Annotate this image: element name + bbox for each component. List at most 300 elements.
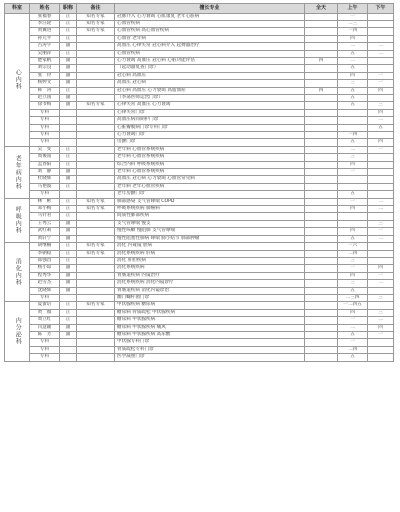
morning-cell: 五 bbox=[338, 331, 368, 338]
afternoon-cell: 二 bbox=[368, 43, 394, 50]
afternoon-cell: 一 bbox=[368, 272, 394, 279]
title-cell: 正 bbox=[60, 302, 77, 309]
note-cell bbox=[77, 35, 115, 42]
afternoon-cell bbox=[368, 339, 394, 346]
afternoon-cell: 二 bbox=[368, 198, 394, 205]
morning-cell: 三 bbox=[338, 154, 368, 161]
note-cell bbox=[77, 309, 115, 316]
doctor-name-cell: 马针君 bbox=[30, 213, 60, 220]
doctor-name-cell: 专科 bbox=[30, 109, 60, 116]
morning-cell: 五 bbox=[338, 65, 368, 72]
title-cell: 正 bbox=[60, 198, 77, 205]
specialty-cell: 老年病 老年心血管疾病 bbox=[115, 183, 305, 190]
full-day-cell bbox=[305, 220, 338, 227]
table-row bbox=[5, 28, 394, 35]
title-cell: 副 bbox=[60, 272, 77, 279]
title-cell bbox=[60, 124, 77, 131]
full-day-cell bbox=[305, 324, 338, 331]
note-cell: 知名专家 bbox=[77, 243, 115, 250]
specialty-cell: 心力衰竭 高血压 冠心病 心脏功能评估 bbox=[115, 57, 305, 64]
table-row bbox=[5, 57, 394, 64]
table-row bbox=[5, 191, 394, 198]
title-cell: 副 bbox=[60, 324, 77, 331]
full-day-cell bbox=[305, 309, 338, 316]
note-cell bbox=[77, 272, 115, 279]
morning-cell: 一二四五 bbox=[338, 302, 368, 309]
full-day-cell bbox=[305, 317, 338, 324]
afternoon-cell bbox=[368, 354, 394, 361]
specialty-cell: 高血压 冠心病 bbox=[115, 80, 305, 87]
note-cell bbox=[77, 220, 115, 227]
specialty-cell: （李荡医师运营门诊） bbox=[115, 94, 305, 101]
doctor-name-cell: 专科 bbox=[30, 346, 60, 353]
morning-cell: 五 bbox=[338, 94, 368, 101]
afternoon-cell: 四 bbox=[368, 324, 394, 331]
doctor-name-cell: 专科 bbox=[30, 117, 60, 124]
table-row bbox=[5, 87, 394, 94]
table-row bbox=[5, 13, 394, 20]
note-cell bbox=[77, 235, 115, 242]
afternoon-cell bbox=[368, 132, 394, 139]
title-cell: 正 bbox=[60, 154, 77, 161]
doctor-name-cell: 专科 bbox=[30, 354, 60, 361]
full-day-cell bbox=[305, 354, 338, 361]
title-cell: 副 bbox=[60, 169, 77, 176]
note-cell bbox=[77, 191, 115, 198]
title-cell: 副 bbox=[60, 287, 77, 294]
doctor-name-cell: 闫慧颖 bbox=[30, 324, 60, 331]
note-cell: 知名专家 bbox=[77, 198, 115, 205]
afternoon-cell: 二 bbox=[368, 50, 394, 57]
afternoon-cell bbox=[368, 213, 394, 220]
table-row bbox=[5, 213, 394, 220]
specialty-cell: 甲状腺专科门诊 bbox=[115, 339, 305, 346]
morning-cell: 四 bbox=[338, 228, 368, 235]
doctor-name-cell: 徐爷梅 bbox=[30, 102, 60, 109]
title-cell: 正 bbox=[60, 35, 77, 42]
title-cell bbox=[60, 354, 77, 361]
specialty-cell: 高血压 心律失常 冠心病介入 起搏器治疗 bbox=[115, 43, 305, 50]
afternoon-cell bbox=[368, 257, 394, 264]
full-day-cell bbox=[305, 206, 338, 213]
morning-cell bbox=[338, 220, 368, 227]
note-cell bbox=[77, 354, 115, 361]
note-cell bbox=[77, 331, 115, 338]
specialty-cell: 心脏瓣膜病门诊专科门诊 bbox=[115, 124, 305, 131]
full-day-cell bbox=[305, 235, 338, 242]
afternoon-cell bbox=[368, 176, 394, 183]
schedule-document bbox=[4, 3, 393, 362]
afternoon-cell: 一 bbox=[368, 80, 394, 87]
table-row bbox=[5, 169, 394, 176]
note-cell bbox=[77, 65, 115, 72]
header-row bbox=[5, 4, 394, 14]
full-day-cell bbox=[305, 265, 338, 272]
doctor-name-cell: 专科 bbox=[30, 139, 60, 146]
morning-cell: 四 bbox=[338, 309, 368, 316]
table-row bbox=[5, 257, 394, 264]
table-row bbox=[5, 176, 394, 183]
table-row bbox=[5, 228, 394, 235]
afternoon-cell bbox=[368, 94, 394, 101]
table-row bbox=[5, 354, 394, 361]
full-day-cell bbox=[305, 102, 338, 109]
afternoon-cell: 三 bbox=[368, 294, 394, 301]
full-day-cell bbox=[305, 302, 338, 309]
note-cell bbox=[77, 287, 115, 294]
table-row bbox=[5, 65, 394, 72]
specialty-cell: 糖尿病 甲状腺疾病 痛风 bbox=[115, 324, 305, 331]
title-cell: 副 bbox=[60, 265, 77, 272]
afternoon-cell: 二 bbox=[368, 206, 394, 213]
header-cell: 职称 bbox=[60, 4, 77, 14]
specialty-cell: 消化 内窥镜 胆病 bbox=[115, 243, 305, 250]
title-cell: 正 bbox=[60, 213, 77, 220]
note-cell: 知名专家 bbox=[77, 302, 115, 309]
title-cell: 副 bbox=[60, 235, 77, 242]
morning-cell: 五 bbox=[338, 354, 368, 361]
note-cell bbox=[77, 257, 115, 264]
afternoon-cell: 三 bbox=[368, 220, 394, 227]
doctor-name-cell: 王秀云 bbox=[30, 220, 60, 227]
doctor-name-cell: 武红莉 bbox=[30, 228, 60, 235]
morning-cell: 一 bbox=[338, 339, 368, 346]
table-row bbox=[5, 198, 394, 205]
note-cell bbox=[77, 317, 115, 324]
full-day-cell bbox=[305, 346, 338, 353]
title-cell bbox=[60, 132, 77, 139]
note-cell bbox=[77, 294, 115, 301]
table-row bbox=[5, 294, 394, 301]
morning-cell: 四 bbox=[338, 72, 368, 79]
specialty-cell: 糖尿病 骨质疏松 甲状腺疾病 bbox=[115, 309, 305, 316]
table-row bbox=[5, 235, 394, 242]
doctor-name-cell: 赵雪杰 bbox=[30, 280, 60, 287]
note-cell bbox=[77, 169, 115, 176]
doctor-name-cell: 周立红 bbox=[30, 317, 60, 324]
note-cell: 知名专家 bbox=[77, 102, 115, 109]
full-day-cell bbox=[305, 294, 338, 301]
doctor-name-cell: 吴丽萍 bbox=[30, 50, 60, 57]
specialty-cell: 慢性阻塞性肺病 哮喘 肺小结节 肺部肿瘤 bbox=[115, 235, 305, 242]
specialty-cell: 心血管疾病 bbox=[115, 50, 305, 57]
title-cell: 正 bbox=[60, 161, 77, 168]
table-row bbox=[5, 206, 394, 213]
morning-cell bbox=[338, 124, 368, 131]
doctor-name-cell: 专科 bbox=[30, 339, 60, 346]
afternoon-cell bbox=[368, 250, 394, 257]
note-cell: 知名专家 bbox=[77, 250, 115, 257]
note-cell bbox=[77, 109, 115, 116]
morning-cell: 一 bbox=[338, 317, 368, 324]
full-day-cell bbox=[305, 132, 338, 139]
morning-cell: 一 bbox=[338, 13, 368, 20]
afternoon-cell bbox=[368, 20, 394, 27]
note-cell bbox=[77, 139, 115, 146]
afternoon-cell: 四 bbox=[368, 87, 394, 94]
afternoon-cell bbox=[368, 161, 394, 168]
header-cell: 科室 bbox=[5, 4, 30, 14]
specialty-cell: 心血管 老年病 bbox=[115, 35, 305, 42]
afternoon-cell: 一 bbox=[368, 146, 394, 153]
title-cell bbox=[60, 139, 77, 146]
afternoon-cell bbox=[368, 35, 394, 42]
afternoon-cell: 二 bbox=[368, 235, 394, 242]
table-row bbox=[5, 287, 394, 294]
morning-cell: 三 bbox=[338, 80, 368, 87]
specialty-cell: 房颤门诊 bbox=[115, 139, 305, 146]
morning-cell: 二 bbox=[338, 146, 368, 153]
title-cell: 副 bbox=[60, 331, 77, 338]
afternoon-cell: 二 bbox=[368, 280, 394, 287]
title-cell: 正 bbox=[60, 87, 77, 94]
doctor-name-cell: 张福春 bbox=[30, 13, 60, 20]
doctor-name-cell: 刘 静 bbox=[30, 169, 60, 176]
full-day-cell bbox=[305, 154, 338, 161]
specialty-cell: 甲状腺疾病 糖尿病 bbox=[115, 302, 305, 309]
morning-cell bbox=[338, 117, 368, 124]
full-day-cell bbox=[305, 109, 338, 116]
doctor-name-cell: 楚家帆 bbox=[30, 57, 60, 64]
specialty-cell: 消化系统疾病 肝病 bbox=[115, 250, 305, 257]
note-cell bbox=[77, 183, 115, 190]
full-day-cell bbox=[305, 43, 338, 50]
schedule-table bbox=[4, 3, 394, 362]
table-row bbox=[5, 102, 394, 109]
specialty-cell: 老年病 心血管系统疾病 bbox=[115, 146, 305, 153]
doctor-name-cell: 韩 涛 bbox=[30, 87, 60, 94]
department-name: 消化内科 bbox=[5, 243, 30, 302]
table-row bbox=[5, 265, 394, 272]
morning-cell: 五 bbox=[338, 139, 368, 146]
full-day-cell bbox=[305, 228, 338, 235]
doctor-name-cell: 张 铃 bbox=[30, 72, 60, 79]
full-day-cell bbox=[305, 65, 338, 72]
table-row bbox=[5, 43, 394, 50]
specialty-cell: 医学减重门诊 bbox=[115, 354, 305, 361]
full-day-cell bbox=[305, 161, 338, 168]
note-cell bbox=[77, 72, 115, 79]
afternoon-cell bbox=[368, 13, 394, 20]
morning-cell bbox=[338, 213, 368, 220]
morning-cell: 二 bbox=[338, 43, 368, 50]
doctor-name-cell: 程秀华 bbox=[30, 272, 60, 279]
title-cell: 副 bbox=[60, 102, 77, 109]
note-cell bbox=[77, 213, 115, 220]
specialty-cell: 消化 肝胆疾病 bbox=[115, 257, 305, 264]
full-day-cell bbox=[305, 287, 338, 294]
title-cell: 正 bbox=[60, 20, 77, 27]
table-row bbox=[5, 331, 394, 338]
afternoon-cell bbox=[368, 346, 394, 353]
afternoon-cell: 五 bbox=[368, 124, 394, 131]
title-cell: 副 bbox=[60, 65, 77, 72]
note-cell bbox=[77, 87, 115, 94]
table-row bbox=[5, 80, 394, 87]
title-cell: 正 bbox=[60, 309, 77, 316]
table-row bbox=[5, 250, 394, 257]
note-cell bbox=[77, 146, 115, 153]
table-row bbox=[5, 161, 394, 168]
specialty-cell: 糖尿病 甲状腺疾病 高尿酸 bbox=[115, 331, 305, 338]
specialty-cell: 老年病 心血管系统疾病 bbox=[115, 169, 305, 176]
full-day-cell bbox=[305, 124, 338, 131]
full-day-cell: 四 bbox=[305, 87, 338, 94]
full-day-cell bbox=[305, 339, 338, 346]
table-row bbox=[5, 94, 394, 101]
table-body bbox=[5, 13, 394, 361]
specialty-cell: 胃肠道疾病 内镜治疗 bbox=[115, 272, 305, 279]
full-day-cell bbox=[305, 50, 338, 57]
specialty-cell: 呼吸系统疾病 肺癌病 bbox=[115, 206, 305, 213]
specialty-cell: 幽门螺杆菌门诊 bbox=[115, 294, 305, 301]
specialty-cell: 高血压 冠心病 心力衰竭 心血管常见病 bbox=[115, 176, 305, 183]
note-cell bbox=[77, 228, 115, 235]
note-cell bbox=[77, 57, 115, 64]
title-cell: 正 bbox=[60, 146, 77, 153]
table-row bbox=[5, 243, 394, 250]
note-cell: 知名专家 bbox=[77, 13, 115, 20]
doctor-name-cell: 吴 雯 bbox=[30, 146, 60, 153]
specialty-cell: 综合内科 呼吸系统疾病 bbox=[115, 161, 305, 168]
morning-cell: 四 bbox=[338, 272, 368, 279]
title-cell: 正 bbox=[60, 28, 77, 35]
title-cell: 副 bbox=[60, 280, 77, 287]
morning-cell: 五 bbox=[338, 235, 368, 242]
full-day-cell bbox=[305, 191, 338, 198]
table-row bbox=[5, 317, 394, 324]
title-cell: 副 bbox=[60, 72, 77, 79]
full-day-cell bbox=[305, 80, 338, 87]
doctor-name-cell: 杜晓辉 bbox=[30, 176, 60, 183]
morning-cell: 五 bbox=[338, 87, 368, 94]
specialty-cell: 高血压病同期护门诊 bbox=[115, 117, 305, 124]
table-row bbox=[5, 302, 394, 309]
doctor-name-cell: 专科 bbox=[30, 191, 60, 198]
title-cell bbox=[60, 294, 77, 301]
title-cell: 副 bbox=[60, 94, 77, 101]
full-day-cell bbox=[305, 35, 338, 42]
doctor-name-cell: 马艳波 bbox=[30, 183, 60, 190]
header-cell: 姓名 bbox=[30, 4, 60, 14]
title-cell: 副 bbox=[60, 57, 77, 64]
title-cell: 正 bbox=[60, 250, 77, 257]
morning-cell: 二三四 bbox=[338, 294, 368, 301]
note-cell bbox=[77, 346, 115, 353]
specialty-cell: 心血管疾病 bbox=[115, 20, 305, 27]
morning-cell bbox=[338, 183, 368, 190]
title-cell: 正 bbox=[60, 13, 77, 20]
title-cell: 副 bbox=[60, 220, 77, 227]
specialty-cell: 消化系统疾病 bbox=[115, 265, 305, 272]
doctor-name-cell: 孟春阳 bbox=[30, 161, 60, 168]
doctor-name-cell: 杨小琼 bbox=[30, 265, 60, 272]
doctor-name-cell: 陈 芳 bbox=[30, 331, 60, 338]
afternoon-cell bbox=[368, 65, 394, 72]
table-row bbox=[5, 154, 394, 161]
title-cell bbox=[60, 191, 77, 198]
doctor-name-cell: 杨婷文 bbox=[30, 80, 60, 87]
specialty-cell: 冠脉介入 心力衰竭 心肌康复 老年心脏病 bbox=[115, 13, 305, 20]
morning-cell: 二 bbox=[338, 324, 368, 331]
full-day-cell bbox=[305, 176, 338, 183]
full-day-cell bbox=[305, 250, 338, 257]
note-cell bbox=[77, 161, 115, 168]
title-cell: 正 bbox=[60, 257, 77, 264]
specialty-cell: 冠心病 高血压 心力衰竭 高脂血症 bbox=[115, 87, 305, 94]
note-cell: 知名专家 bbox=[77, 28, 115, 35]
table-row bbox=[5, 20, 394, 27]
note-cell bbox=[77, 94, 115, 101]
department-name: 内分泌科 bbox=[5, 302, 30, 361]
note-cell bbox=[77, 124, 115, 131]
department-name: 心内科 bbox=[5, 13, 30, 146]
title-cell: 正 bbox=[60, 317, 77, 324]
afternoon-cell: 四 bbox=[368, 139, 394, 146]
full-day-cell bbox=[305, 169, 338, 176]
morning-cell: 一 bbox=[338, 198, 368, 205]
morning-cell: 一 bbox=[338, 169, 368, 176]
full-day-cell bbox=[305, 272, 338, 279]
table-row bbox=[5, 72, 394, 79]
morning-cell bbox=[338, 109, 368, 116]
morning-cell: 二 bbox=[338, 57, 368, 64]
full-day-cell bbox=[305, 183, 338, 190]
specialty-cell: 糖尿病 甲状腺疾病 bbox=[115, 317, 305, 324]
title-cell: 正 bbox=[60, 183, 77, 190]
full-day-cell bbox=[305, 139, 338, 146]
morning-cell: 五 bbox=[338, 50, 368, 57]
doctor-name-cell: 黄轩宁 bbox=[30, 235, 60, 242]
doctor-name-cell: 郑强昌 bbox=[30, 257, 60, 264]
title-cell: 副 bbox=[60, 228, 77, 235]
table-row bbox=[5, 309, 394, 316]
table-row bbox=[5, 124, 394, 131]
morning-cell: 三 bbox=[338, 280, 368, 287]
table-row bbox=[5, 272, 394, 279]
note-cell bbox=[77, 339, 115, 346]
title-cell: 副 bbox=[60, 80, 77, 87]
specialty-cell: 心律失常 高血压 心力衰竭 bbox=[115, 102, 305, 109]
afternoon-cell: 二 bbox=[368, 117, 394, 124]
morning-cell: 一四 bbox=[338, 28, 368, 35]
afternoon-cell: 三 bbox=[368, 102, 394, 109]
specialty-cell: 心力衰竭门诊 bbox=[115, 132, 305, 139]
table-row bbox=[5, 324, 394, 331]
specialty-cell: 老年病 心血管系统疾病 bbox=[115, 154, 305, 161]
table-header bbox=[5, 4, 394, 14]
morning-cell: 四 bbox=[338, 161, 368, 168]
morning-cell: 三 bbox=[338, 257, 368, 264]
note-cell bbox=[77, 132, 115, 139]
title-cell bbox=[60, 346, 77, 353]
full-day-cell bbox=[305, 243, 338, 250]
full-day-cell bbox=[305, 72, 338, 79]
afternoon-cell bbox=[368, 191, 394, 198]
morning-cell: 四 bbox=[338, 35, 368, 42]
afternoon-cell bbox=[368, 169, 394, 176]
table-row bbox=[5, 117, 394, 124]
morning-cell: 二四 bbox=[338, 250, 368, 257]
specialty-cell: 骨质疏松专科门诊 bbox=[115, 346, 305, 353]
header-cell: 擅长专业 bbox=[115, 4, 305, 14]
afternoon-cell bbox=[368, 302, 394, 309]
table-row bbox=[5, 339, 394, 346]
full-day-cell bbox=[305, 20, 338, 27]
afternoon-cell: 二 bbox=[368, 317, 394, 324]
note-cell bbox=[77, 265, 115, 272]
table-row bbox=[5, 146, 394, 153]
